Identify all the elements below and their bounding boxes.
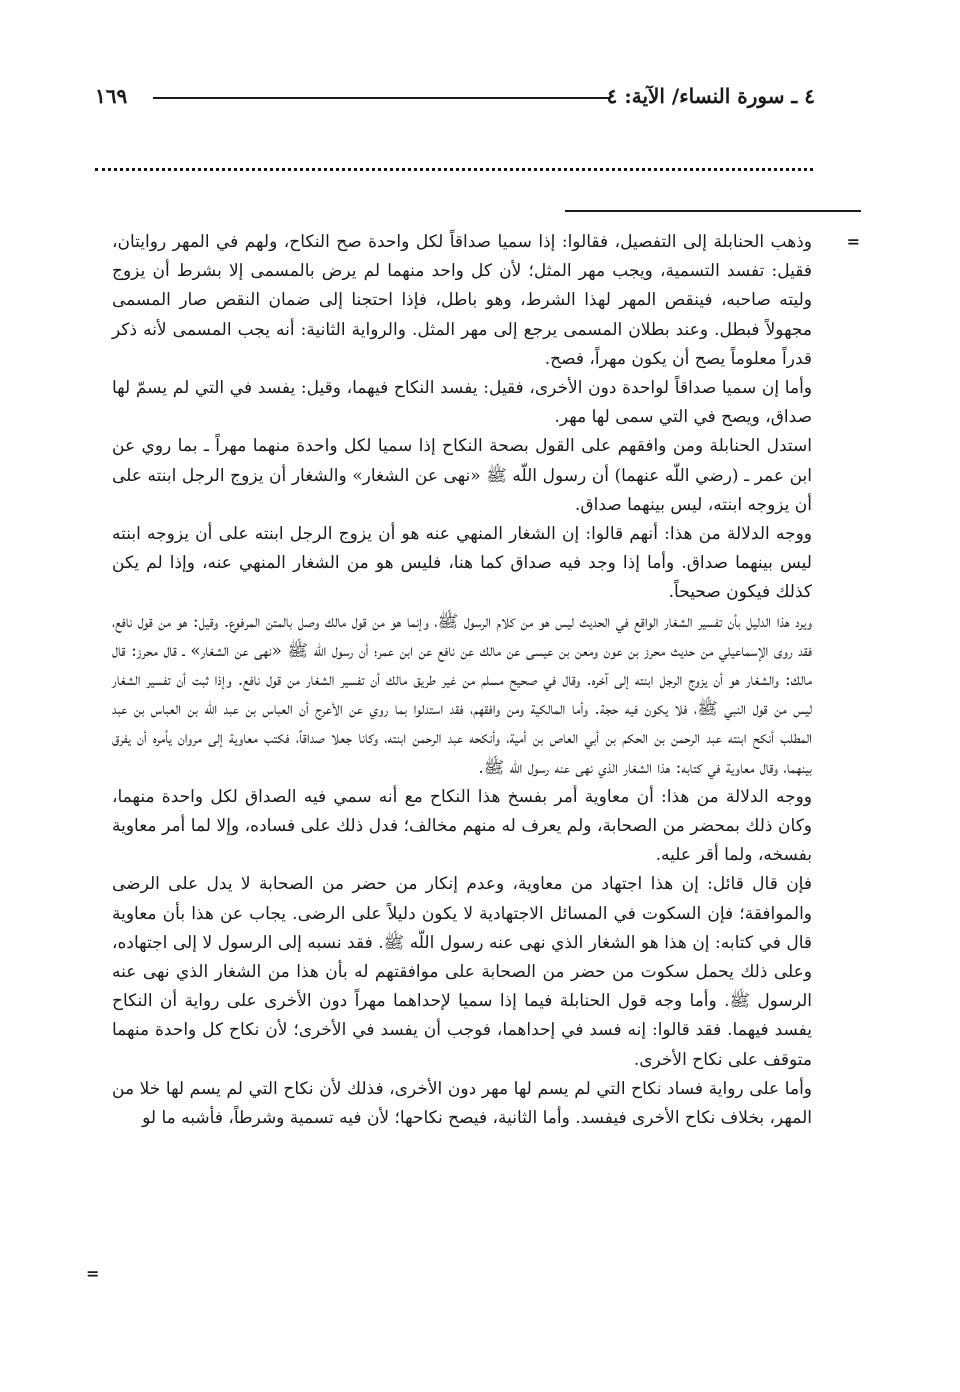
page-number: ١٦٩ (95, 84, 128, 108)
running-header (95, 84, 815, 114)
chapter-title: ٤ ـ سورة النساء/ الآية: ٤ (606, 84, 815, 108)
footnote-paragraph: ووجه الدلالة من هذا: أن معاوية أمر بفسخ هذا النكاح مع أنه سمي فيه الصداق لكل واحدة منهما، وكان ذلك بمحضر من الصحابة، ولم يعرف له منهم مخالف؛ فدل ذلك على فساده، وإلا لما أمر معاوية بفسخه، ولما أقر عليه. (112, 786, 812, 866)
footnote-paragraph: فإن قال قائل: إن هذا اجتهاد من معاوية، وعدم إنكار من حضر من الصحابة لا يدل على الرضى والموافقة؛ فإن السكوت في المسائل الاجتهادية لا يكون دليلاً على الرضى. يجاب عن هذا بأن معاوية قال في كتابه: إن هذا هو الشغار الذي نهى عنه رسول اللّه ﷺ. فقد نسبه إلى الرسول لا إلى اجتهاده، وعلى ذلك يحمل سكوت من حضر من الصحابة على موافقتهم له بأن هذا من الشغار الذي نهى عنه الرسول ﷺ. وأما وجه قول الحنابلة فيما إذا سميا لإحداهما مهراً دون الأخرى على رواية أن النكاح يفسد فيهما. فقد قالوا: إنه فسد في إحداهما، فوجب أن يفسد في الأخرى؛ لأن نكاح كل واحدة منهما متوقف على نكاح الأخرى. (112, 874, 812, 1070)
header-rule (153, 97, 610, 99)
footnote-paragraph: وذهب الحنابلة إلى التفصيل، فقالوا: إذا سميا صداقاً لكل واحدة صح النكاح، ولهم في المهر روايتان، فقيل: تفسد التسمية، ويجب مهر المثل؛ لأن كل واحد منهما لم يرض بالمسمى إلا بشرط أن يزوج وليته صاحبه، فينقص المهر لهذا الشرط، وهو باطل، فإذا احتجنا إلى ضمان النقص صار المسمى مجهولاً فبطل. وعند بطلان المسمى يرجع إلى مهر المثل. والرواية الثانية: أنه يجب المسمى لأنه ذكر قدراً معلوماً يصح أن يكون مهراً، فصح. (112, 232, 812, 369)
footnote-paragraph: ووجه الدلالة من هذا: أنهم قالوا: إن الشغار المنهي عنه هو أن يزوج الرجل ابنته على أن يزوجه ابنته ليس بينهما صداق. وأما إذا وجد فيه صداق كما هنا، فليس هو من الشغار المنهي عنه، وإذا لم يكن كذلك فيكون صحيحاً. (112, 524, 812, 603)
footnote-paragraph: ويرد هذا الدليل بأن تفسير الشغار الواقع في الحديث ليس هو من كلام الرسول ﷺ، وإنما هو من قول مالك وصل بالمتن المرفوع. وقيل: هو من قول نافع، فقد روى الإسماعيلي من حديث محرز بن عون ومعن بن عيسى عن مالك عن نافع عن ابن عمر؛ أن رسول اللّه ﷺ «نهى عن الشغار» ـ قال محرز: قال مالك: والشغار هو أن يزوج الرجل ابنته إلى آخره. وقال في صحيح مسلم من غير طريق مالك أن تفسير الشغار من قول نافع. وإذا ثبت أن تفسير الشغار ليس من قول النبي ﷺ، فلا يكون فيه حجة. وأما المالكية ومن وافقهم، فقد استدلوا بما روي عن الأعرج أن العباس بن عبد اللّه بن العباس بن عبد المطلب أنكح ابنته عبد الرحمن بن الحكم بن أبي العاص بن أمية، وأنكحه عبد الرحمن ابنته، وكانا جعلا صداقاً، فكتب معاوية إلى مروان يأمره أن يفرق بينهما، وقال معاوية في كتابه: هذا الشغار الذي نهى عنه رسول اللّه ﷺ. (112, 611, 812, 778)
dotted-separator (95, 168, 813, 171)
footnote-paragraph: استدل الحنابلة ومن وافقهم على القول بصحة النكاح إذا سميا لكل واحدة منهما مهراً ـ بما روي عن ابن عمر ـ (رضي اللّه عنهما) أن رسول اللّه ﷺ «نهى عن الشغار» والشغار أن يزوج الرجل ابنته على أن يزوجه ابنته، ليس بينهما صداق. (112, 436, 812, 515)
footnote-paragraph: وأما إن سميا صداقاً لواحدة دون الأخرى، فقيل: يفسد النكاح فيهما، وقيل: يفسد في التي لم يسمّ لها صداق، ويصح في التي سمى لها مهر. (112, 378, 812, 428)
footnote-rule (565, 210, 861, 212)
footnote-text (112, 228, 812, 1133)
continuation-marker-start: = (846, 232, 860, 251)
continuation-marker-end: = (86, 1264, 100, 1283)
footnote-paragraph: وأما على رواية فساد نكاح التي لم يسم لها مهر دون الأخرى، فذلك لأن نكاح التي لم يسم لها خلا من المهر، بخلاف نكاح الأخرى فيفسد. وأما الثانية، فيصح نكاحها؛ لأن فيه تسمية وشرطاً، فأشبه ما لو (112, 1078, 812, 1129)
